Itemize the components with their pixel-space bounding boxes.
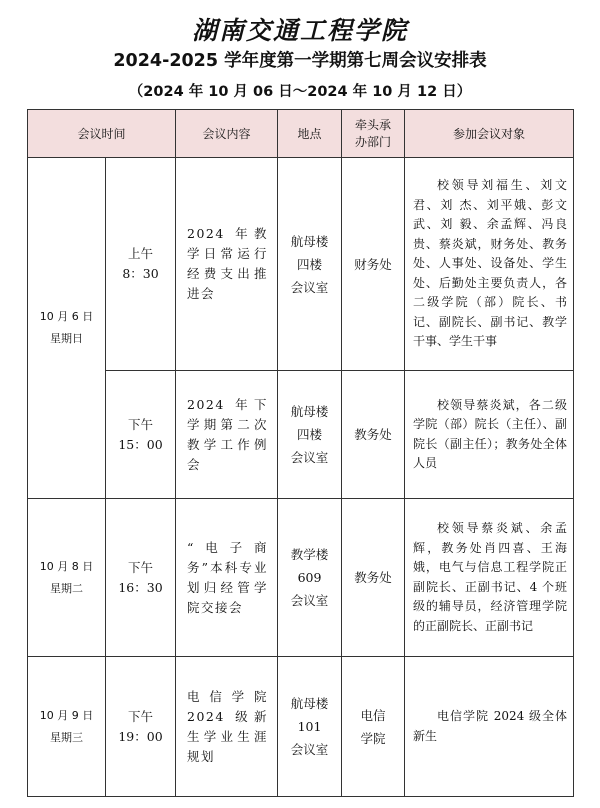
content-cell: 电信学院 2024 级新生学业生涯规划 — [176, 657, 278, 797]
content-cell: “电子商务”本科专业划归经管学院交接会 — [176, 499, 278, 657]
time-cell — [106, 371, 176, 499]
date-range: （2024 年 10 月 06 日～2024 年 10 月 12 日） — [128, 84, 472, 100]
attendees-cell: 校领导蔡炎斌，各二级学院（部）院长（主任）、副院长（副主任）；教务处全体人员 — [405, 371, 574, 499]
content-cell: 2024 年下学期第二次教学工作例会 — [176, 371, 278, 499]
place-floor: 101 — [297, 719, 322, 734]
date-text: 10 月 6 日 — [39, 310, 94, 323]
place-floor: 609 — [297, 570, 322, 585]
dept-cell — [342, 657, 405, 797]
time-period: 下午 — [128, 416, 154, 432]
place-floor: 四楼 — [297, 256, 323, 272]
time-cell — [106, 657, 176, 797]
date-text: 10 月 9 日 — [39, 708, 94, 722]
table-row — [28, 499, 574, 657]
place-building: 航母楼 — [290, 233, 329, 249]
place-room: 会议室 — [290, 279, 329, 295]
place-building: 教学楼 — [290, 547, 329, 562]
weekday-text: 星期二 — [50, 581, 83, 595]
header-dept-line2: 办部门 — [355, 134, 392, 149]
date-cell — [28, 657, 106, 797]
date-cell — [28, 499, 106, 657]
header-place: 地点 — [278, 110, 342, 158]
header-dept — [342, 110, 405, 158]
content-cell: 2024 年教学日常运行经费支出推进会 — [176, 158, 278, 371]
time-cell — [106, 158, 176, 371]
place-cell — [278, 657, 342, 797]
school-logo-text: 湖南交通工程学院 — [191, 16, 408, 45]
table-row — [28, 371, 574, 499]
time-clock: 15：00 — [118, 436, 163, 452]
time-cell — [106, 499, 176, 657]
place-room: 会议室 — [290, 742, 329, 757]
date-cell — [28, 158, 106, 499]
attendees-cell: 电信学院 2024 级全体新生 — [405, 657, 574, 797]
weekday-text: 星期三 — [50, 730, 83, 744]
meeting-schedule-table — [27, 109, 574, 797]
dept-line1: 电信 — [360, 707, 386, 723]
header-content: 会议内容 — [176, 110, 278, 158]
header-time: 会议时间 — [28, 110, 176, 158]
dept-cell: 教务处 — [342, 371, 405, 499]
time-period: 下午 — [128, 559, 154, 575]
attendees-cell: 校领导蔡炎斌、余孟辉，教务处肖四喜、王海娥，电气与信息工程学院正副院长、正副书记、4 个班级的辅导员，经济管理学院的正副院长、正副书记 — [405, 499, 574, 657]
table-header-row — [28, 110, 574, 158]
header-dept-line1: 牵头承 — [355, 117, 392, 132]
time-clock: 8：30 — [122, 266, 159, 281]
time-clock: 16：30 — [118, 579, 163, 595]
place-building: 航母楼 — [290, 696, 329, 711]
place-cell — [278, 371, 342, 499]
attendees-cell: 校领导刘福生、刘文君、刘 杰、刘平娥、彭文武、刘 毅、余孟辉、冯良贵、蔡炎斌，财务处、教务处、人事处、设备处、学生处、后勤处主要负责人，各二级学院（部）院长、书记、副院长、副书记、教学干事、学生干事 — [405, 158, 574, 371]
weekday-text: 星期日 — [50, 332, 83, 345]
date-text: 10 月 8 日 — [39, 559, 94, 573]
dept-cell: 财务处 — [342, 158, 405, 371]
header-attendees: 参加会议对象 — [405, 110, 574, 158]
time-period: 上午 — [128, 246, 154, 261]
place-room: 会议室 — [290, 450, 329, 465]
place-room: 会议室 — [290, 593, 329, 608]
table-row — [28, 657, 574, 797]
place-building: 航母楼 — [290, 404, 329, 419]
time-period: 下午 — [128, 708, 154, 724]
place-cell — [278, 158, 342, 371]
table-row — [28, 158, 574, 371]
page-title: 2024-2025 学年度第一学期第七周会议安排表 — [113, 51, 487, 71]
place-cell — [278, 499, 342, 657]
dept-line2: 学院 — [360, 730, 386, 746]
time-clock: 19：00 — [118, 728, 163, 744]
place-floor: 四楼 — [297, 427, 323, 442]
dept-cell: 教务处 — [342, 499, 405, 657]
